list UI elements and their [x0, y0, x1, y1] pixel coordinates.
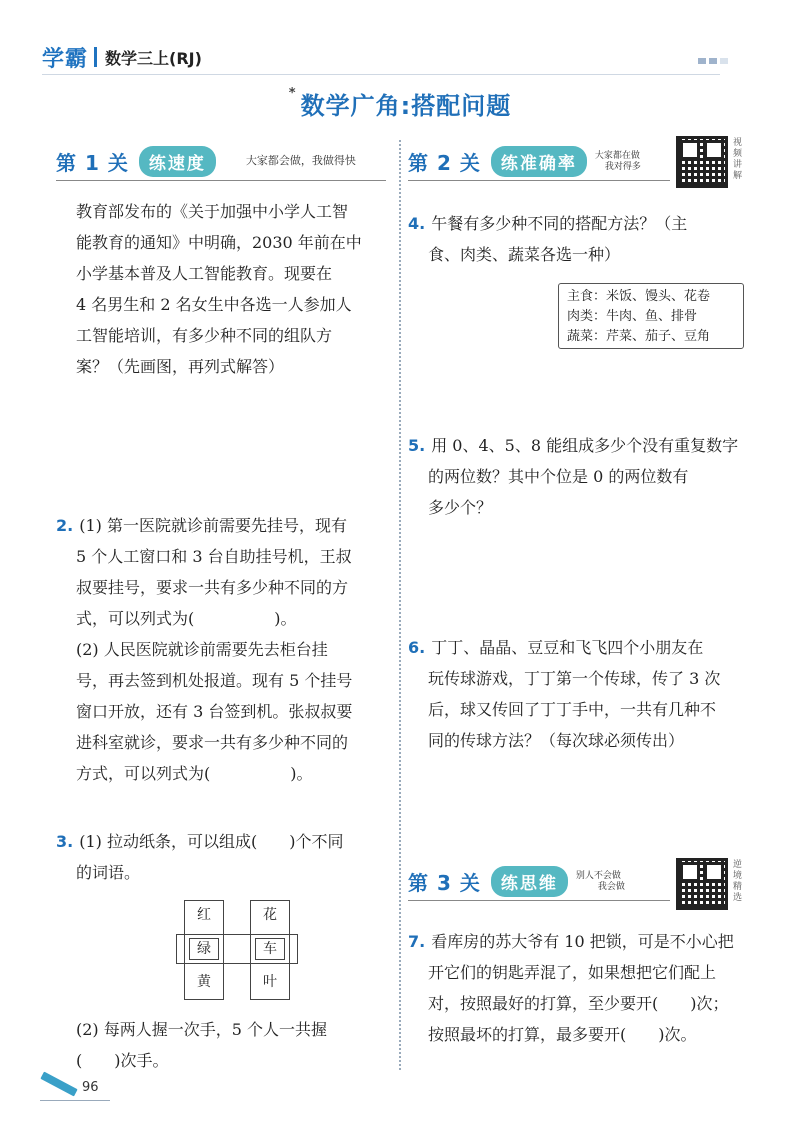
q3-line: 的词语。: [76, 863, 141, 882]
header-rule: [42, 74, 720, 75]
q3-line[interactable]: ( )次手。: [76, 1051, 169, 1070]
strip-word-yellow: 黄: [189, 972, 219, 994]
question-6: [408, 632, 768, 756]
q6-line: 同的传球方法？（每次球必须传出）: [428, 731, 685, 750]
pencil-icon: [40, 1072, 77, 1097]
brand: [42, 42, 202, 72]
level-2-rule: [408, 180, 670, 181]
q2-line: 号，再去签到机处报道。现有 5 个挂号: [76, 671, 353, 690]
chapter-title: [0, 86, 800, 121]
q4-line: 午餐有多少种不同的搭配方法？（主: [431, 214, 688, 233]
question-2: [56, 510, 396, 789]
q4-line: 食、肉类、蔬菜各选一种）: [428, 245, 621, 264]
q2-line: 进科室就诊，要求一共有多少种不同的: [76, 733, 349, 752]
q1-line: 工智能培训，有多少种不同的组队方: [76, 326, 333, 345]
q1-line: 能教育的通知》中明确，2030 年前在中: [76, 233, 362, 252]
strip-word-leaf: 叶: [255, 972, 285, 994]
q2-line[interactable]: 式，可以列式为( )。: [76, 609, 297, 628]
q2-line: (1) 第一医院就诊前需要先挂号，现有: [79, 516, 347, 535]
level-1-pill: 练速度: [139, 146, 216, 177]
header-marks: [698, 58, 728, 64]
question-3: [56, 826, 396, 888]
level-2-name: 第 2 关: [408, 151, 481, 175]
footer-rule: [40, 1100, 110, 1101]
q5-number: 5.: [408, 436, 426, 455]
qr-code-video[interactable]: [676, 136, 728, 188]
chapter-title-text: 数学广角:搭配问题: [300, 92, 512, 120]
brand-separator: [94, 47, 97, 67]
level-1-header: [56, 146, 356, 177]
level-3-tag-line-1: 别人不会做: [575, 871, 621, 882]
q2-number: 2.: [56, 516, 74, 535]
strip-word-red: 红: [189, 905, 219, 927]
level-2-tag-line-1: 大家都在做: [594, 151, 640, 162]
q2-line: 5 个人工窗口和 3 台自助挂号机，王叔: [76, 547, 352, 566]
q6-line: 丁丁、晶晶、豆豆和飞飞四个小朋友在: [431, 638, 704, 657]
level-3-pill: 练思维: [491, 866, 568, 897]
q3-number: 3.: [56, 832, 74, 851]
q7-line[interactable]: 按照最坏的打算，最多要开( )次。: [428, 1025, 697, 1044]
level-2-tag-line-2: 我对得多: [604, 161, 641, 172]
column-divider: [399, 140, 401, 1070]
lunch-menu-box: [558, 283, 744, 349]
strip-word-green: 绿: [189, 938, 219, 960]
chapter-star: *: [288, 86, 297, 101]
level-1-rule: [56, 180, 386, 181]
q3-line[interactable]: (1) 拉动纸条，可以组成( )个不同: [79, 832, 344, 851]
level-1-name: 第 1 关: [56, 151, 129, 175]
menu-meat: 肉类：牛肉、鱼、排骨: [567, 309, 698, 324]
level-2-pill: 练准确率: [491, 146, 587, 177]
q3-line: (2) 每两人握一次手，5 个人一共握: [76, 1020, 328, 1039]
q6-number: 6.: [408, 638, 426, 657]
q7-number: 7.: [408, 932, 426, 951]
q1-line: 4 名男生和 2 名女生中各选一人参加人: [76, 295, 352, 314]
q5-line: 的两位数？其中个位是 0 的两位数有: [428, 467, 689, 486]
q5-line: 用 0、4、5、8 能组成多少个没有重复数字: [431, 436, 739, 455]
q7-line: 开它们的钥匙弄混了，如果想把它们配上: [428, 963, 717, 982]
qr-label-video: 视频讲解: [733, 138, 743, 181]
menu-staple: 主食：米饭、馒头、花卷: [567, 289, 711, 304]
level-2-tag: [595, 151, 641, 172]
level-3-rule: [408, 900, 670, 901]
q1-line: 教育部发布的《关于加强中小学人工智: [76, 202, 349, 221]
level-3-name: 第 3 关: [408, 871, 481, 895]
qr-label-thinking: 逆境精选: [733, 860, 743, 903]
q2-line: (2) 人民医院就诊前需要先去柜台挂: [76, 640, 328, 659]
q2-line[interactable]: 方式，可以列式为( )。: [76, 764, 313, 783]
q6-line: 后，球又传回了丁丁手中，一共有几种不: [428, 700, 717, 719]
q5-line: 多少个？: [428, 498, 493, 517]
level-2-header: [408, 146, 641, 177]
strip-word-car: 车: [255, 938, 285, 960]
book-title: 数学三上(RJ): [105, 48, 202, 68]
qr-code-thinking[interactable]: [676, 858, 728, 910]
page-number: 96: [82, 1080, 99, 1095]
q6-line: 玩传球游戏，丁丁第一个传球，传了 3 次: [428, 669, 721, 688]
level-3-tag: [576, 871, 625, 892]
level-3-header: [408, 866, 625, 897]
q1-line: 案？（先画图，再列式解答）: [76, 357, 285, 376]
question-7: [408, 926, 778, 1050]
level-3-tag-line-2: 我会做: [597, 881, 625, 892]
q7-line: 看库房的苏大爷有 10 把锁，可是不小心把: [431, 932, 734, 951]
q1-line: 小学基本普及人工智能教育。现要在: [76, 264, 333, 283]
strip-word-flower: 花: [255, 905, 285, 927]
level-1-tag: 大家都会做，我做得快: [245, 154, 356, 168]
q2-line: 叔要挂号，要求一共有多少种不同的方: [76, 578, 349, 597]
question-4: [408, 208, 758, 270]
q7-line[interactable]: 对，按照最好的打算，至少要开( )次；: [428, 994, 729, 1013]
question-1: [76, 196, 396, 382]
question-5: [408, 430, 768, 523]
q2-line: 窗口开放，还有 3 台签到机。张叔叔要: [76, 702, 353, 721]
q4-number: 4.: [408, 214, 426, 233]
question-3-part-2: [76, 1014, 396, 1076]
menu-vegetable: 蔬菜：芹菜、茄子、豆角: [567, 329, 711, 344]
logo: 学霸: [42, 46, 89, 72]
